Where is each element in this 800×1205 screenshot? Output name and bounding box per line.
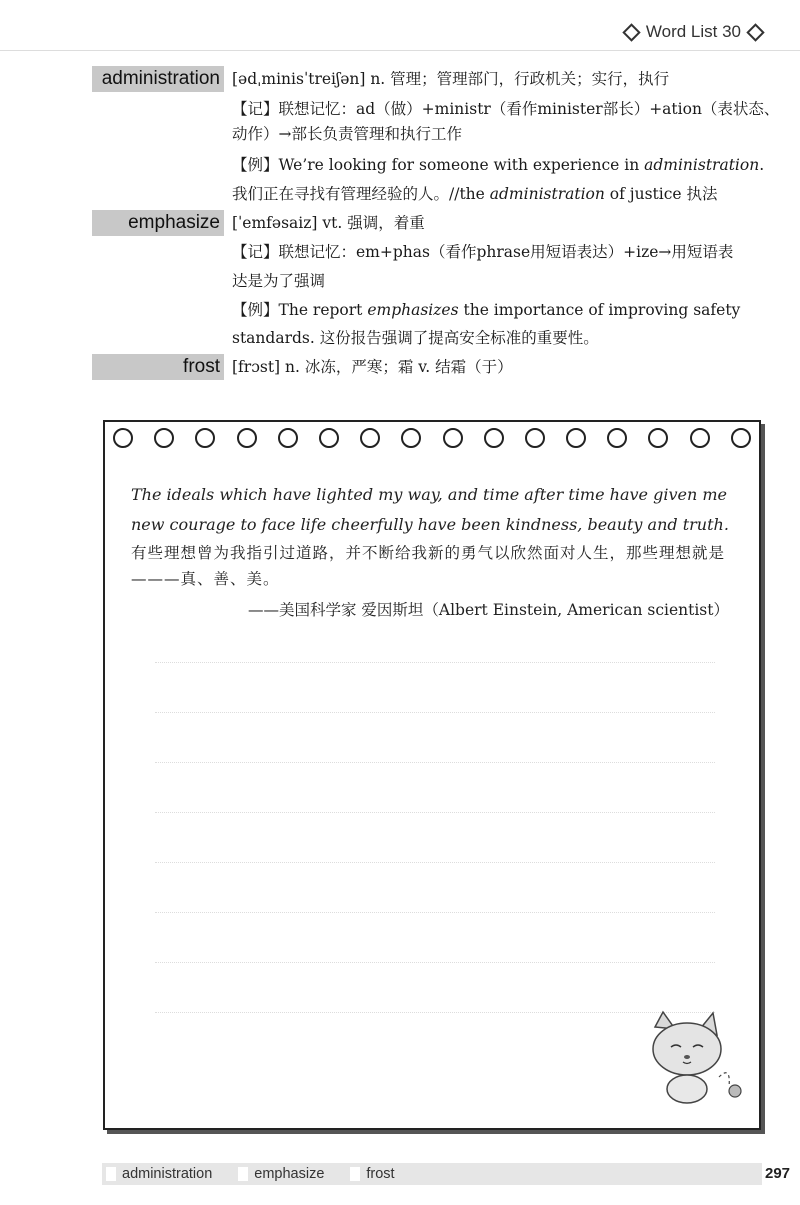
definition: [ədˌminisˈtreiʃən] n. 管理；管理部门，行政机关；实行，执行 — [232, 70, 670, 88]
ring-icon — [525, 428, 545, 448]
dotted-line — [155, 1012, 715, 1013]
dotted-line — [155, 812, 715, 813]
ring-icon — [401, 428, 421, 448]
memo-line: 【记】联想记忆：ad（做）+ministr（看作minister部长）+ation（表状态、 — [232, 100, 780, 118]
example-line: 我们正在寻找有管理经验的人。//the administration of justice 执法 — [232, 185, 718, 203]
headword: emphasize — [92, 210, 224, 236]
ring-icon — [237, 428, 257, 448]
ring-icon — [443, 428, 463, 448]
ring-icon — [731, 428, 751, 448]
dotted-line — [155, 962, 715, 963]
footer-word-bar — [102, 1163, 762, 1185]
definition: [frɔst] n. 冰冻，严寒；霜 v. 结霜（于） — [232, 358, 513, 376]
headword: administration — [92, 66, 224, 92]
dotted-line — [155, 662, 715, 663]
quote-author: ——美国科学家 爱因斯坦（Albert Einstein, American scientist） — [247, 601, 729, 619]
ring-icon — [566, 428, 586, 448]
definition: [ˈemfəsaiz] vt. 强调，着重 — [232, 214, 425, 232]
dotted-line — [155, 862, 715, 863]
ring-icon — [360, 428, 380, 448]
ring-icon — [319, 428, 339, 448]
example-line: 【例】The report emphasizes the importance of improving safety — [232, 301, 741, 319]
example-line: standards. 这份报告强调了提高安全标准的重要性。 — [232, 329, 599, 347]
footer-word: administration — [102, 1166, 212, 1182]
header-rule — [0, 50, 800, 51]
ring-icon — [154, 428, 174, 448]
quote-chinese: 有些理想曾为我指引过道路，并不断给我新的勇气以欣然面对人生，那些理想就是———真、善、美。 — [131, 544, 726, 588]
memo-line: 达是为了强调 — [232, 272, 326, 290]
headword: frost — [92, 354, 224, 380]
ring-icon — [607, 428, 627, 448]
page-number: 297 — [765, 1165, 791, 1182]
footer-word: frost — [346, 1166, 394, 1182]
ring-icon — [195, 428, 215, 448]
memo-line: 【记】联想记忆：em+phas（看作phrase用短语表达）+ize→用短语表 — [232, 243, 734, 261]
dotted-line — [155, 762, 715, 763]
dotted-line — [155, 912, 715, 913]
ring-icon — [690, 428, 710, 448]
ring-icon — [648, 428, 668, 448]
quote-english: The ideals which have lighted my way, and time after time have given me new courage to face life cheerfully have been kindness, beauty and truth. — [131, 485, 729, 534]
footer-word: emphasize — [234, 1166, 324, 1182]
square-icon — [106, 1167, 116, 1181]
spiral-rings — [113, 428, 751, 448]
ring-icon — [484, 428, 504, 448]
diamond-icon — [746, 23, 764, 41]
ring-icon — [113, 428, 133, 448]
cat-illustration — [635, 1007, 750, 1107]
page-header — [625, 22, 762, 42]
dotted-line — [155, 712, 715, 713]
quote-notebook — [103, 420, 761, 1130]
word-list-title: Word List 30 — [645, 22, 741, 41]
square-icon — [350, 1167, 360, 1181]
ring-icon — [278, 428, 298, 448]
diamond-icon — [622, 23, 640, 41]
square-icon — [238, 1167, 248, 1181]
memo-line: 动作）→部长负责管理和执行工作 — [232, 125, 462, 143]
example-line: 【例】We’re looking for someone with experience in administration. — [232, 156, 765, 174]
